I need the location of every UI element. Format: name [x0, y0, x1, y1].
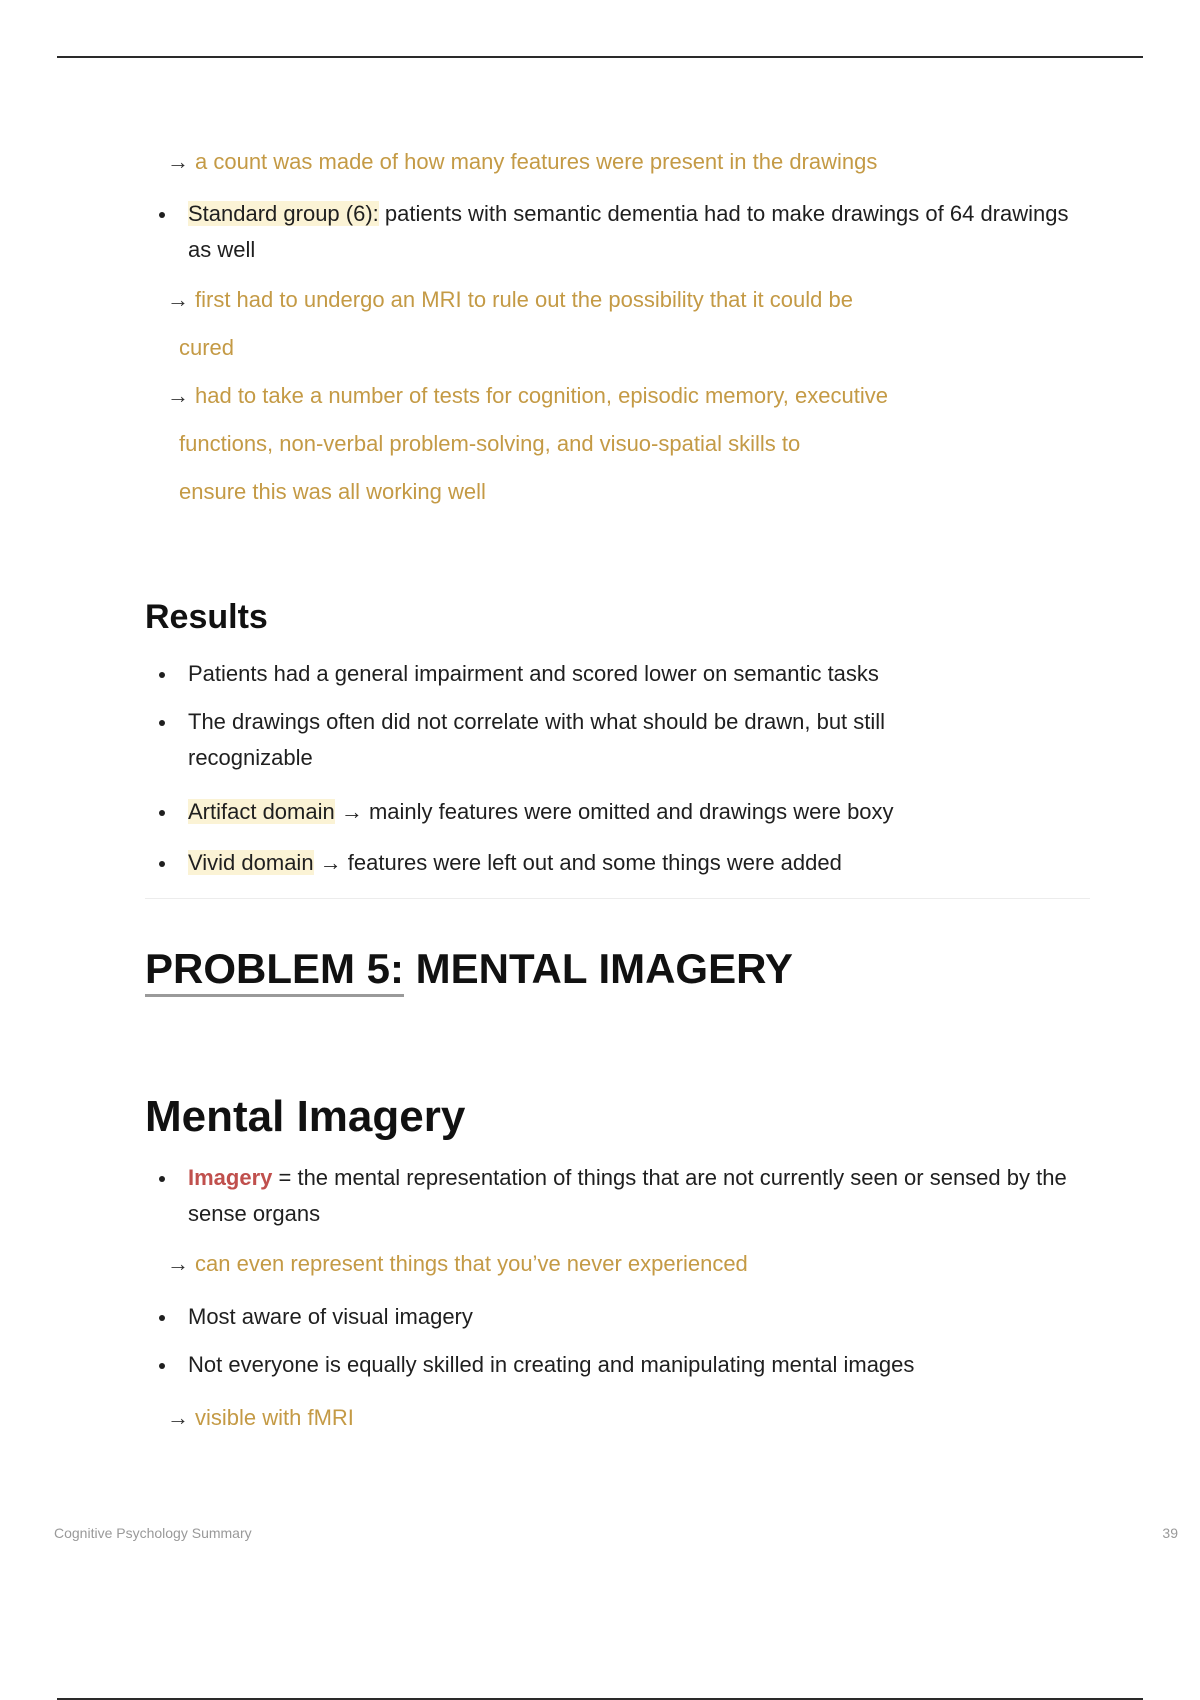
bullet-icon — [159, 212, 165, 218]
list-item — [145, 196, 1095, 268]
list-item-text — [188, 1160, 1095, 1232]
bullet-icon — [159, 720, 165, 726]
list-item-text — [188, 845, 1095, 881]
bullet-icon — [159, 810, 165, 816]
list-item — [145, 704, 1095, 776]
list-item — [145, 1160, 1095, 1232]
arrow-icon: → — [167, 383, 189, 408]
list-item-text: The drawings often did not correlate with what should be drawn, but still recognizable — [188, 709, 886, 770]
arrow-icon: → — [167, 1405, 189, 1430]
problem-title: MENTAL IMAGERY — [404, 945, 793, 992]
note-line — [167, 372, 1087, 420]
note-text: had to take a number of tests for cognition, episodic memory, executive — [195, 383, 888, 408]
note-text: can even represent things that you’ve never experienced — [195, 1251, 748, 1276]
section-heading-mental-imagery: Mental Imagery — [145, 1092, 466, 1141]
list-item-text — [188, 794, 1095, 830]
note-text: first had to undergo an MRI to rule out the possibility that it could be — [195, 287, 853, 312]
list-item-rest: patients with semantic dementia had to make drawings of 64 drawings as well — [188, 201, 1069, 262]
bullet-icon — [159, 1363, 165, 1369]
arrow-icon: → — [167, 1251, 189, 1276]
list-item-rest: = the mental representation of things that are not currently seen or sensed by the sense organs — [188, 1165, 1067, 1226]
top-rule — [57, 56, 1143, 58]
note-line — [167, 276, 1087, 324]
note-line — [167, 1240, 1087, 1288]
list-item — [145, 1299, 1095, 1335]
highlighted-term: Standard group (6): — [188, 201, 379, 226]
note-continuation: cured — [179, 335, 235, 360]
footer-title: Cognitive Psychology Summary — [54, 1525, 252, 1541]
list-item-text: Patients had a general impairment and scored lower on semantic tasks — [188, 661, 879, 686]
page-title-problem — [145, 945, 793, 993]
note-text: a count was made of how many features were present in the drawings — [195, 149, 878, 174]
bullet-icon — [159, 861, 165, 867]
problem-number: PROBLEM 5: — [145, 945, 404, 997]
bullet-icon — [159, 1315, 165, 1321]
arrow-icon: → — [167, 149, 189, 174]
arrow-icon: → — [167, 287, 189, 312]
list-item-text — [188, 196, 1095, 268]
list-item-rest: → mainly features were omitted and drawings were boxy — [334, 799, 894, 824]
note-text: visible with fMRI — [195, 1405, 354, 1430]
list-item — [145, 656, 1095, 692]
list-item-text: Not everyone is equally skilled in creating and manipulating mental images — [188, 1352, 915, 1377]
bullet-icon — [159, 1176, 165, 1182]
list-item — [145, 1347, 1095, 1383]
list-item — [145, 794, 1095, 830]
page-number: 39 — [1162, 1525, 1178, 1541]
note-line — [167, 1394, 1087, 1442]
key-term: Imagery — [188, 1165, 273, 1190]
note-line — [167, 138, 1087, 186]
highlighted-term: Artifact domain — [188, 799, 335, 824]
list-item-text: Most aware of visual imagery — [188, 1304, 473, 1329]
section-heading-results: Results — [145, 598, 268, 636]
note-continuation: ensure this was all working well — [179, 479, 486, 504]
highlighted-term: Vivid domain — [188, 850, 314, 875]
note-continuation: functions, non-verbal problem-solving, and visuo-spatial skills to — [179, 431, 801, 456]
list-item-rest: → features were left out and some things were added — [313, 850, 842, 875]
list-item — [145, 845, 1095, 881]
section-divider — [145, 898, 1090, 899]
bullet-icon — [159, 672, 165, 678]
